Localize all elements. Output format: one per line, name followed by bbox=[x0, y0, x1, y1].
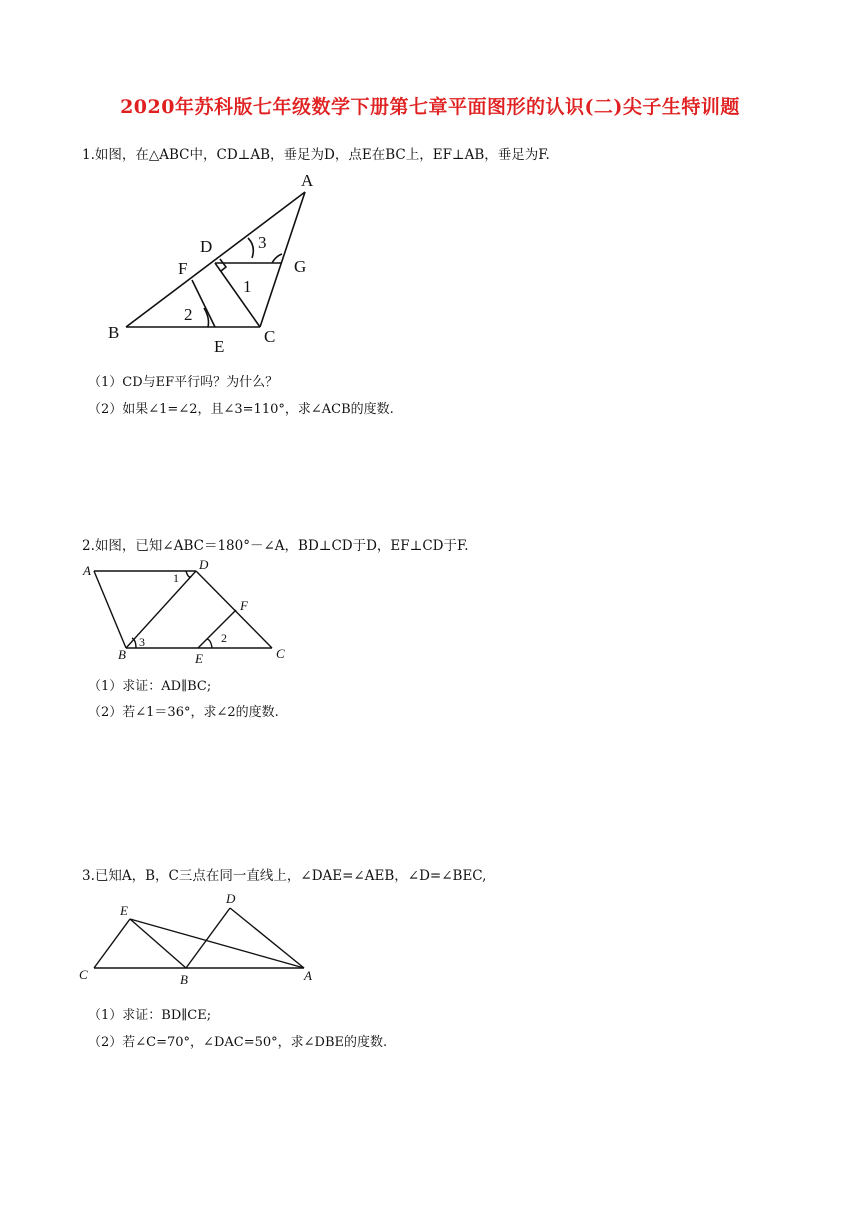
q3-label-c: C bbox=[79, 967, 88, 982]
q3-label-a: A bbox=[304, 968, 312, 983]
q1-label-f: F bbox=[178, 259, 188, 278]
q3-stem: 3.已知A，B，C三点在同一直线上，∠DAE=∠AEB，∠D=∠BEC, bbox=[82, 868, 487, 884]
q1-segment-cd bbox=[215, 263, 260, 327]
q3-label-b: B bbox=[180, 972, 188, 987]
q1-angle-2: 2 bbox=[184, 305, 193, 324]
q2-figure bbox=[78, 556, 298, 664]
q1-segment-ab bbox=[126, 192, 305, 327]
q3-part1: （1）求证：BD∥CE; bbox=[88, 1008, 212, 1023]
q2-angle-2: 2 bbox=[221, 631, 227, 645]
q3-part2: （2）若∠C=70°，∠DAC=50°，求∠DBE的度数. bbox=[88, 1035, 388, 1050]
q2-segment-bd bbox=[126, 571, 196, 648]
q2-segment-ab bbox=[94, 571, 126, 648]
q1-stem: 1.如图，在△ABC中，CD⊥AB，垂足为D，点E在BC上，EF⊥AB，垂足为F. bbox=[82, 147, 550, 163]
q1-right-angle-d bbox=[220, 259, 226, 271]
q2-label-a: A bbox=[83, 563, 91, 578]
q2-label-e: E bbox=[195, 651, 203, 666]
q1-angle-3: 3 bbox=[258, 233, 267, 252]
q2-label-b: B bbox=[118, 647, 126, 662]
q1-label-g: G bbox=[294, 257, 307, 276]
q1-figure bbox=[100, 170, 330, 360]
document-title: 2020年苏科版七年级数学下册第七章平面图形的认识(二)尖子生特训题 bbox=[120, 96, 740, 118]
q1-label-e: E bbox=[214, 337, 225, 356]
q2-stem: 2.如图，已知∠ABC＝180°－∠A，BD⊥CD于D，EF⊥CD于F. bbox=[82, 538, 469, 554]
q2-angle-arc-1 bbox=[186, 571, 191, 577]
q2-angle-3: 3 bbox=[139, 635, 145, 649]
q2-label-c: C bbox=[276, 646, 285, 661]
q1-label-b: B bbox=[108, 323, 120, 342]
q1-angle-arc-g bbox=[272, 254, 282, 263]
q2-segment-ef bbox=[198, 610, 236, 648]
q1-part1: （1）CD与EF平行吗？为什么？ bbox=[88, 375, 279, 390]
q2-label-f: F bbox=[240, 598, 248, 613]
q3-figure bbox=[74, 886, 324, 991]
q2-segment-dc bbox=[196, 571, 272, 648]
q2-part2: （2）若∠1＝36°，求∠2的度数. bbox=[88, 705, 279, 720]
q2-part1: （1）求证：AD∥BC; bbox=[88, 679, 212, 694]
q1-label-c: C bbox=[264, 327, 276, 346]
q3-segment-da bbox=[230, 908, 304, 968]
q3-segment-bd bbox=[186, 908, 230, 968]
q2-angle-arc-2 bbox=[207, 639, 212, 648]
q3-label-d: D bbox=[226, 891, 236, 906]
q3-segment-ce bbox=[94, 919, 130, 968]
q1-part2: （2）如果∠1=∠2，且∠3=110°，求∠ACB的度数. bbox=[88, 402, 394, 417]
q1-label-a: A bbox=[301, 171, 314, 190]
q1-angle-1: 1 bbox=[243, 277, 252, 296]
q2-label-d: D bbox=[199, 557, 209, 572]
q1-angle-arc-3 bbox=[248, 238, 253, 258]
q1-segment-ef bbox=[192, 280, 215, 327]
q1-label-d: D bbox=[200, 237, 213, 256]
q3-label-e: E bbox=[120, 903, 128, 918]
q2-angle-arc-3 bbox=[132, 638, 136, 648]
q2-angle-1: 1 bbox=[173, 571, 179, 585]
